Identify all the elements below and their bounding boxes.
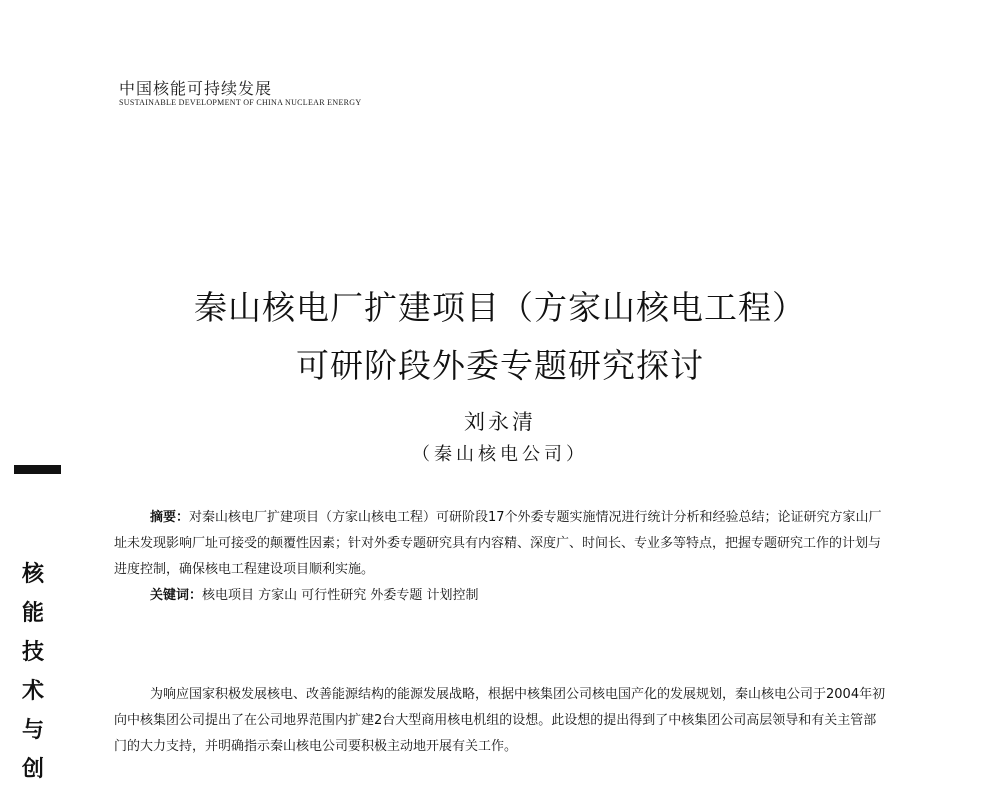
article-title-line-1: 秦山核电厂扩建项目（方家山核电工程） bbox=[194, 288, 806, 327]
keywords-text: 核电项目 方家山 可行性研究 外委专题 计划控制 bbox=[202, 588, 479, 603]
article-title-line-2: 可研阶段外委专题研究探讨 bbox=[296, 346, 704, 385]
side-char: 核 bbox=[21, 561, 44, 587]
article-author: 刘永清 bbox=[464, 410, 536, 434]
body-section bbox=[114, 682, 889, 760]
side-char: 技 bbox=[21, 639, 44, 665]
side-char: 创 bbox=[21, 756, 44, 782]
journal-title-en: SUSTAINABLE DEVELOPMENT OF CHINA NUCLEAR ENERGY bbox=[119, 98, 362, 107]
keywords-label: 关键词： bbox=[150, 588, 203, 603]
side-column-title bbox=[18, 555, 48, 789]
side-char: 能 bbox=[21, 600, 44, 626]
article-affiliation: （秦山核电公司） bbox=[412, 444, 588, 465]
side-char: 术 bbox=[21, 678, 44, 704]
journal-title-cn: 中国核能可持续发展 bbox=[119, 79, 273, 98]
side-char: 与 bbox=[21, 717, 44, 743]
abstract-label: 摘要： bbox=[150, 510, 190, 525]
keywords-paragraph bbox=[114, 583, 889, 609]
abstract-paragraph bbox=[114, 505, 889, 583]
abstract-text: 对秦山核电厂扩建项目（方家山核电工程）可研阶段17个外委专题实施情况进行统计分析和经验总结；论证研究方家山厂址未发现影响厂址可接受的颠覆性因素；针对外委专题研究具有内容精、深度广、时间长、专业多等特点，把握专题研究工作的计划与进度控制，确保核电工程建设项目顺利实施。 bbox=[114, 510, 882, 577]
side-marker-bar bbox=[14, 465, 61, 474]
abstract-section bbox=[114, 505, 889, 609]
body-paragraph: 为响应国家积极发展核电、改善能源结构的能源发展战略，根据中核集团公司核电国产化的发展规划，秦山核电公司于2004年初向中核集团公司提出了在公司地界范围内扩建2台大型商用核电机组的设想。此设想的提出得到了中核集团公司高层领导和有关主管部门的大力支持，并明确指示秦山核电公司要积极主动地开展有关工作。 bbox=[114, 687, 886, 754]
